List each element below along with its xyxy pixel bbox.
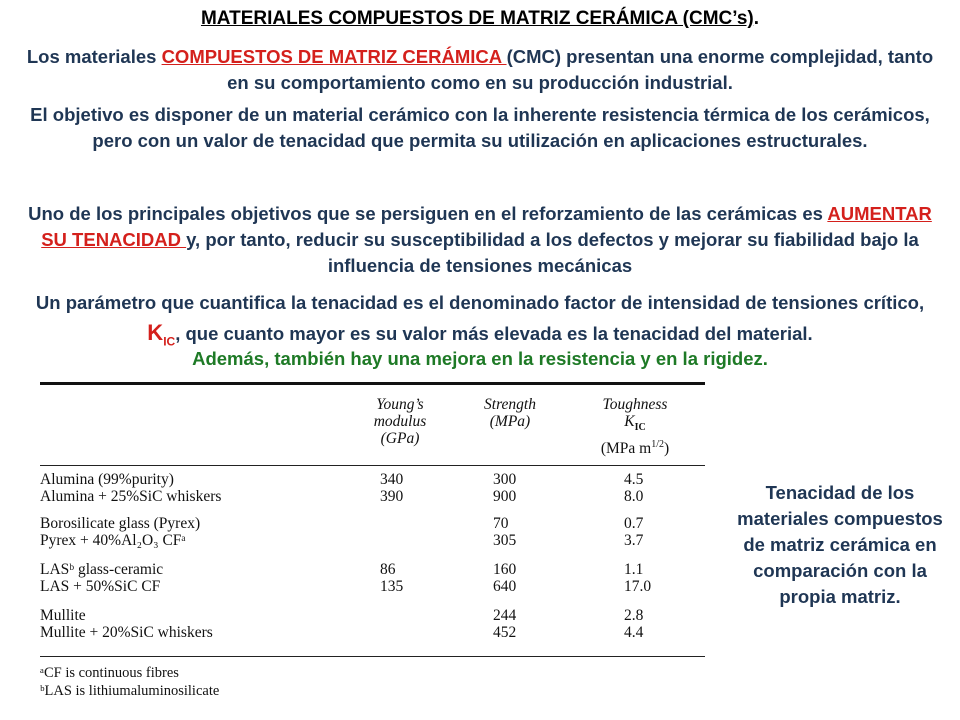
header-k-subscript: IC — [634, 422, 646, 434]
table-top-rule — [40, 382, 705, 385]
kic-symbol — [147, 320, 176, 349]
page-title — [0, 8, 960, 30]
table-row — [40, 625, 705, 641]
row-material: Mullite + 20%SiC whiskers — [40, 624, 213, 641]
toughness-paragraph — [20, 201, 940, 279]
header-units-end: ) — [663, 440, 670, 458]
intro-paragraph — [20, 44, 940, 96]
page-title-period: . — [753, 8, 760, 29]
row-strength: 305 — [493, 532, 517, 549]
table-row — [40, 489, 705, 505]
kic-text-start: Un parámetro que cuantifica la tenacidad es el denominado factor de intensidad de tensiones crítico, — [35, 292, 925, 313]
kic-subscript: IC — [163, 334, 176, 349]
row-young: 135 — [380, 578, 404, 595]
header-young-line2: modulus — [373, 413, 427, 430]
toughness-text-start: Uno de los principales objetivos que se persiguen en el reforzamiento de las cerámicas es — [28, 203, 828, 224]
header-young — [350, 396, 450, 447]
cmc-highlight: COMPUESTOS DE MATRIZ CERÁMICA — [161, 46, 507, 67]
header-toughness — [580, 396, 690, 457]
table-bottom-rule — [40, 656, 705, 657]
row-material: Pyrex + 40%Al₂O₃ CFᵃ — [40, 532, 186, 549]
row-toughness: 4.5 — [624, 471, 644, 488]
properties-table — [40, 382, 705, 720]
row-toughness: 4.4 — [624, 624, 644, 641]
table-row — [40, 516, 705, 532]
row-toughness: 0.7 — [624, 515, 644, 532]
footnote-las: ᵇLAS is lithiumaluminosilicate — [40, 683, 220, 699]
table-row — [40, 533, 705, 549]
footnote-cf: ᵃCF is continuous fibres — [40, 665, 179, 681]
row-strength: 300 — [493, 471, 517, 488]
row-toughness: 2.8 — [624, 607, 644, 624]
header-units-sup: 1/2 — [651, 439, 664, 451]
objective-paragraph: El objetivo es disponer de un material cerámico con la inherente resistencia térmica de los cerámicos, pero con un valor de tenacidad que permita su utilización en aplicaciones estructurales. — [30, 104, 930, 151]
row-young: 340 — [380, 471, 404, 488]
header-k-letter: K — [624, 413, 635, 430]
kic-letter: K — [147, 320, 164, 345]
table-row — [40, 562, 705, 578]
row-strength: 70 — [493, 515, 509, 532]
header-units-text: (MPa m — [600, 440, 652, 458]
row-material: Alumina + 25%SiC whiskers — [40, 488, 222, 505]
row-strength: 900 — [493, 488, 517, 505]
row-toughness: 8.0 — [624, 488, 644, 505]
row-material: Borosilicate glass (Pyrex) — [40, 515, 201, 532]
row-material: Alumina (99%purity) — [40, 471, 174, 488]
intro-text-start: Los materiales — [26, 46, 162, 67]
row-material: Mullite — [40, 607, 86, 624]
row-toughness: 17.0 — [624, 578, 652, 595]
row-strength: 160 — [493, 561, 517, 578]
header-toughness-k — [580, 413, 690, 436]
page-title-text: MATERIALES COMPUESTOS DE MATRIZ CERÁMICA (CMC’s) — [200, 8, 754, 29]
intro-text-end: (CMC) presentan una enorme complejidad, tanto en su comportamiento como en su producción industrial. — [227, 46, 934, 93]
row-strength: 452 — [493, 624, 517, 641]
row-material: LAS + 50%SiC CF — [40, 578, 161, 595]
tenacity-highlight: AUMENTAR SU TENACIDAD — [41, 203, 932, 250]
row-strength: 640 — [493, 578, 517, 595]
header-strength-line1: Strength — [484, 396, 536, 413]
header-toughness-units — [580, 436, 690, 457]
toughness-text-end: y, por tanto, reducir su susceptibilidad a los defectos y mejorar su fiabilidad bajo la influencia de tensiones mecánicas — [186, 229, 919, 276]
row-toughness: 3.7 — [624, 532, 644, 549]
header-young-line1: Young’s — [376, 396, 424, 413]
row-strength: 244 — [493, 607, 517, 624]
table-row — [40, 608, 705, 624]
row-material: LASᵇ glass-ceramic — [40, 561, 164, 578]
header-young-line3: (GPa) — [380, 430, 420, 447]
table-header-rule — [40, 465, 705, 466]
row-young: 86 — [380, 561, 396, 578]
table-caption: Tenacidad de los materiales compuestos de matriz cerámica en comparación con la propia matriz. — [737, 482, 943, 607]
kic-text-end: , que cuanto mayor es su valor más elevada es la tenacidad del material. — [175, 323, 813, 344]
header-strength-line2: (MPa) — [489, 413, 531, 430]
table-row — [40, 579, 705, 595]
header-toughness-line1: Toughness — [602, 396, 668, 413]
improvement-note: Además, también hay una mejora en la resistencia y en la rigidez. — [192, 348, 768, 369]
header-strength — [460, 396, 560, 430]
row-young: 390 — [380, 488, 404, 505]
table-row — [40, 472, 705, 488]
row-toughness: 1.1 — [624, 561, 644, 578]
